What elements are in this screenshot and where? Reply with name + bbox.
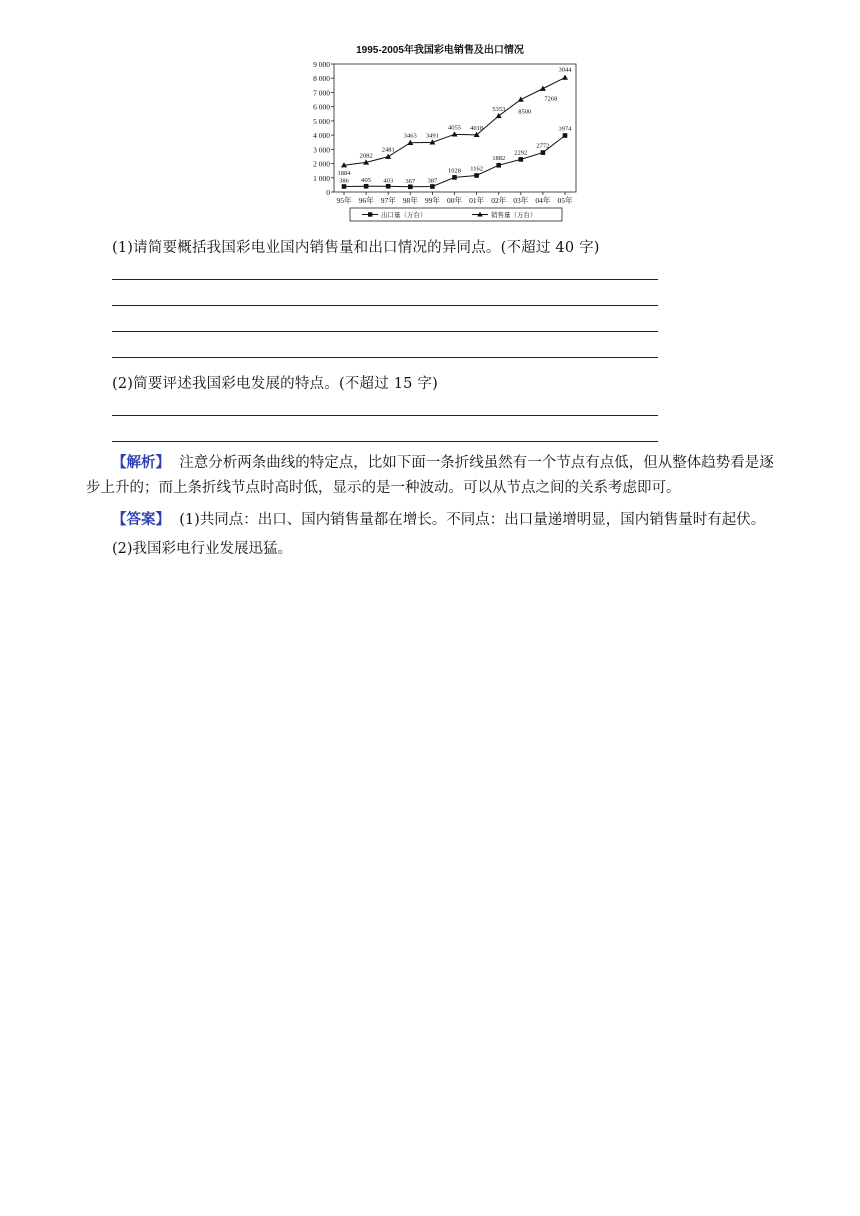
data-point — [385, 154, 391, 159]
data-point — [408, 184, 413, 189]
analysis-tag: 【解析】 — [112, 454, 170, 471]
y-tick-label: 3 000 — [313, 145, 330, 155]
sales-export-chart — [300, 42, 590, 228]
data-point — [364, 184, 369, 189]
data-label: 1028 — [448, 167, 461, 175]
data-label: 1162 — [470, 165, 483, 173]
data-point — [342, 184, 347, 189]
question-1: (1)请简要概括我国彩电业国内销售量和出口情况的异同点。(不超过 40 字) — [112, 240, 600, 256]
chart-axes — [313, 60, 576, 205]
y-tick-label: 2 000 — [313, 159, 330, 169]
chart-marks — [338, 67, 573, 189]
data-point — [519, 157, 524, 162]
data-label: 7268 — [544, 95, 558, 103]
answer-tag: 【答案】 — [112, 511, 170, 528]
answer-line[interactable] — [112, 441, 658, 442]
x-tick-label: 98年 — [402, 196, 418, 205]
x-tick-label: 03年 — [513, 196, 529, 205]
answer-line[interactable] — [112, 279, 658, 280]
y-tick-label: 5 000 — [313, 116, 330, 126]
legend-label: 出口量（万台） — [381, 212, 427, 219]
y-tick-label: 0 — [326, 188, 330, 197]
analysis-paragraph — [86, 450, 786, 501]
answer-line[interactable] — [112, 357, 658, 358]
data-label: 1882 — [492, 155, 506, 163]
legend-marker — [368, 212, 372, 216]
data-label: 3463 — [403, 132, 417, 140]
data-point — [562, 75, 568, 80]
y-tick-label: 8 000 — [313, 74, 330, 84]
data-label: 386 — [339, 177, 349, 185]
data-label: 405 — [361, 177, 371, 185]
answer-line[interactable] — [112, 415, 658, 416]
data-point — [496, 163, 501, 168]
question-2: (2)简要评述我国彩电发展的特点。(不超过 15 字) — [112, 376, 438, 392]
x-tick-label: 00年 — [447, 196, 462, 205]
data-label: 2481 — [381, 146, 395, 154]
x-tick-label: 05年 — [557, 196, 573, 205]
data-point — [474, 173, 479, 178]
data-label: 1884 — [337, 170, 351, 178]
data-label: 3044 — [558, 66, 572, 74]
x-tick-label: 99年 — [424, 196, 440, 205]
data-label: 4018 — [470, 124, 484, 132]
x-tick-label: 95年 — [336, 196, 352, 205]
answer-text-1: (1)共同点：出口、国内销售量都在增长。不同点：出口量递增明显，国内销售量时有起伏。 — [179, 512, 766, 528]
data-label: 403 — [383, 177, 394, 185]
x-tick-label: 02年 — [491, 196, 507, 205]
analysis-text: 注意分析两条曲线的特定点，比如下面一条折线虽然有一个节点有点低，但从整体趋势看是逐步上升的；而上条折线节点时高时低，显示的是一种波动。可以从节点之间的关系考虑即可。 — [86, 455, 774, 496]
x-tick-label: 04年 — [535, 196, 551, 205]
data-point — [563, 133, 568, 138]
y-tick-label: 4 000 — [313, 131, 330, 141]
answer-line[interactable] — [112, 305, 658, 306]
data-label: 3491 — [425, 132, 439, 140]
data-label: 3974 — [558, 125, 572, 133]
data-label: 387 — [427, 177, 438, 185]
data-point — [430, 184, 435, 189]
answer-line[interactable] — [112, 331, 658, 332]
data-label: 2292 — [514, 149, 528, 157]
answer-line-2: (2)我国彩电行业发展迅猛。 — [112, 541, 293, 557]
data-label: 5353 — [492, 105, 506, 113]
x-tick-label: 96年 — [358, 196, 374, 205]
data-point — [541, 150, 546, 155]
data-label: 4055 — [448, 124, 461, 132]
data-point — [540, 86, 546, 91]
data-label: 367 — [405, 177, 416, 185]
answer-line-1 — [112, 507, 812, 533]
data-point — [518, 97, 524, 102]
data-point — [386, 184, 391, 189]
x-tick-label: 97年 — [380, 196, 396, 205]
y-tick-label: 1 000 — [313, 173, 330, 183]
data-label: 2772 — [536, 142, 550, 150]
y-tick-label: 9 000 — [313, 60, 330, 69]
data-point — [496, 113, 502, 118]
chart-title: 1995-2005年我国彩电销售及出口情况 — [356, 45, 524, 56]
legend-label: 销售量（万台） — [491, 212, 537, 219]
x-tick-label: 01年 — [469, 196, 485, 205]
y-tick-label: 7 000 — [313, 88, 330, 98]
y-tick-label: 6 000 — [313, 102, 330, 112]
data-label: 8500 — [518, 108, 532, 116]
chart-legend — [350, 208, 562, 221]
series-line — [344, 78, 565, 166]
data-point — [452, 175, 457, 180]
data-label: 2082 — [359, 152, 373, 160]
